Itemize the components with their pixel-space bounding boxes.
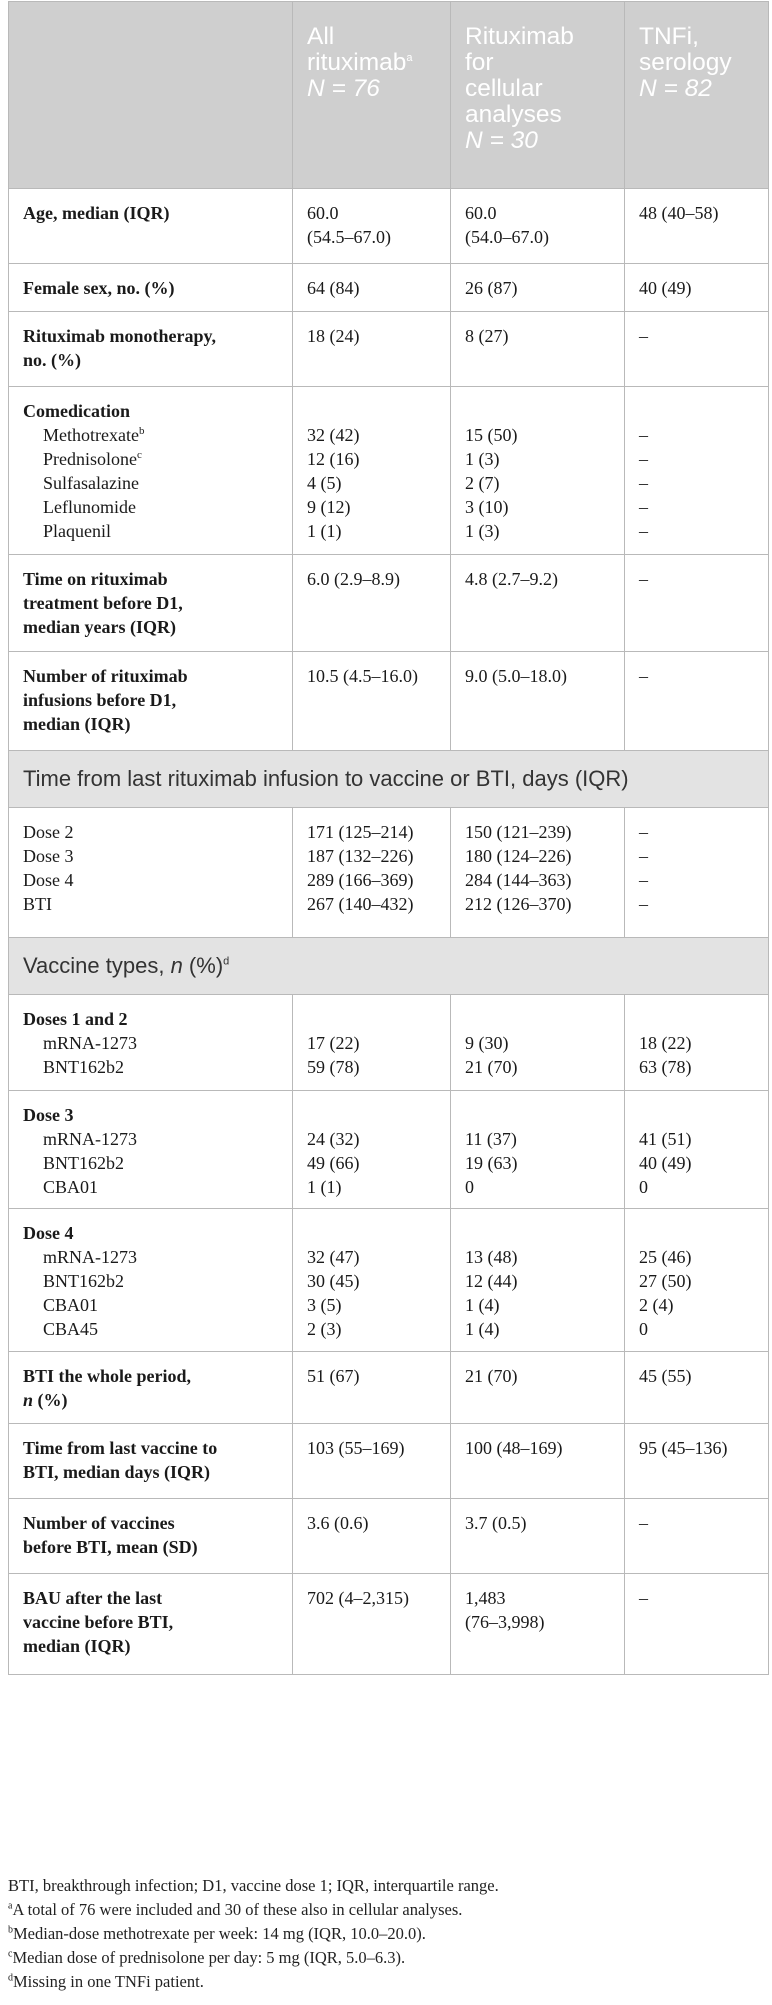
- row-label: Female sex, no. (%): [9, 264, 293, 312]
- cell-value: 3.7 (0.5): [451, 1499, 625, 1574]
- footnote-d: $^d$Missing in one TNFi patient.: [8, 1972, 204, 1991]
- cell-value: 18 (22) 63 (78): [625, 995, 769, 1091]
- row-label: Dose 4 mRNA-1273 BNT162b2 CBA01 CBA45: [9, 1209, 293, 1352]
- row-label: Number of rituximab infusions before D1, median (IQR): [9, 652, 293, 751]
- table-row-time-doses: [9, 808, 769, 938]
- baseline-characteristics-table: [8, 1, 769, 1675]
- row-label: Dose 2 Dose 3 Dose 4 BTI: [9, 808, 293, 938]
- cell-value: 24 (32) 49 (66) 1 (1): [293, 1091, 451, 1209]
- row-label: Doses 1 and 2 mRNA-1273 BNT162b2: [9, 995, 293, 1091]
- row-label: Comedication Methotrexate$^b$ Prednisolone$^c$ Sulfasalazine Leflunomide Plaquenil: [9, 387, 293, 555]
- footnote-b: $^b$Median-dose methotrexate per week: 14 mg (IQR, 10.0–20.0).: [8, 1924, 426, 1943]
- cell-value: 10.5 (4.5–16.0): [293, 652, 451, 751]
- cell-value: 17 (22) 59 (78): [293, 995, 451, 1091]
- footnote-abbreviations: BTI, breakthrough infection; D1, vaccine dose 1; IQR, interquartile range.: [8, 1876, 499, 1895]
- cell-value: 40 (49): [625, 264, 769, 312]
- table-row-age: [9, 189, 769, 264]
- table-row-number-infusions: [9, 652, 769, 751]
- cell-value: 32 (47) 30 (45) 3 (5) 2 (3): [293, 1209, 451, 1352]
- cell-value: 8 (27): [451, 312, 625, 387]
- cell-value: 1,483 (76–3,998): [451, 1574, 625, 1675]
- footnote-c: $^c$Median dose of prednisolone per day: 5 mg (IQR, 5.0–6.3).: [8, 1948, 406, 1967]
- cell-value: 4.8 (2.7–9.2): [451, 555, 625, 652]
- cell-value: –: [625, 1574, 769, 1675]
- cell-value: 25 (46) 27 (50) 2 (4) 0: [625, 1209, 769, 1352]
- footnote-a: $^a$A total of 76 were included and 30 of these also in cellular analyses.: [8, 1900, 463, 1919]
- header-rituximab-cellular: Rituximab for cellular analyses N = 30: [451, 2, 625, 189]
- row-label: BAU after the last vaccine before BTI, median (IQR): [9, 1574, 293, 1675]
- cell-value: 100 (48–169): [451, 1424, 625, 1499]
- cell-value: 702 (4–2,315): [293, 1574, 451, 1675]
- cell-value: 18 (24): [293, 312, 451, 387]
- cell-value: 95 (45–136): [625, 1424, 769, 1499]
- cell-value: 64 (84): [293, 264, 451, 312]
- row-label: BTI the whole period, n (%): [9, 1352, 293, 1424]
- cell-value: –: [625, 555, 769, 652]
- section-header-vaccine-types: Vaccine types, n (%)$^d$: [9, 938, 769, 995]
- cell-value: 150 (121–239) 180 (124–226) 284 (144–363) 212 (126–370): [451, 808, 625, 938]
- cell-value: 11 (37) 19 (63) 0: [451, 1091, 625, 1209]
- table-row-dose-3: [9, 1091, 769, 1209]
- cell-value: 9.0 (5.0–18.0): [451, 652, 625, 751]
- table-row-time-on-rituximab: [9, 555, 769, 652]
- table-row-comedication: [9, 387, 769, 555]
- cell-value: –: [625, 1499, 769, 1574]
- row-label: Rituximab monotherapy, no. (%): [9, 312, 293, 387]
- cell-value: 171 (125–214) 187 (132–226) 289 (166–369) 267 (140–432): [293, 808, 451, 938]
- section-header-time-from-infusion: Time from last rituximab infusion to vaccine or BTI, days (IQR): [9, 751, 769, 808]
- header-empty-cell: [9, 2, 293, 189]
- cell-value: 15 (50) 1 (3) 2 (7) 3 (10) 1 (3): [451, 387, 625, 555]
- cell-value: 13 (48) 12 (44) 1 (4) 1 (4): [451, 1209, 625, 1352]
- row-label: Number of vaccines before BTI, mean (SD): [9, 1499, 293, 1574]
- cell-value: 9 (30) 21 (70): [451, 995, 625, 1091]
- cell-value: 51 (67): [293, 1352, 451, 1424]
- cell-value: 60.0 (54.5–67.0): [293, 189, 451, 264]
- header-tnfi-serology: TNFi, serology N = 82: [625, 2, 769, 189]
- cell-value: 45 (55): [625, 1352, 769, 1424]
- cell-value: – – – – –: [625, 387, 769, 555]
- row-label: Dose 3 mRNA-1273 BNT162b2 CBA01: [9, 1091, 293, 1209]
- cell-value: 60.0 (54.0–67.0): [451, 189, 625, 264]
- table-row-time-vaccine-bti: [9, 1424, 769, 1499]
- cell-value: 41 (51) 40 (49) 0: [625, 1091, 769, 1209]
- table-row-female: [9, 264, 769, 312]
- table-header-row: [9, 2, 769, 189]
- cell-value: 32 (42) 12 (16) 4 (5) 9 (12) 1 (1): [293, 387, 451, 555]
- row-label: Time on rituximab treatment before D1, median years (IQR): [9, 555, 293, 652]
- row-label: Time from last vaccine to BTI, median days (IQR): [9, 1424, 293, 1499]
- cell-value: 3.6 (0.6): [293, 1499, 451, 1574]
- table-row-bti-period: [9, 1352, 769, 1424]
- cell-value: – – – –: [625, 808, 769, 938]
- table-row-bau: [9, 1574, 769, 1675]
- cell-value: –: [625, 312, 769, 387]
- table-row-dose-4: [9, 1209, 769, 1352]
- table-row-num-vaccines: [9, 1499, 769, 1574]
- row-label: Age, median (IQR): [9, 189, 293, 264]
- header-all-rituximab: All rituximab$^a$ N = 76: [293, 2, 451, 189]
- cell-value: –: [625, 652, 769, 751]
- cell-value: 48 (40–58): [625, 189, 769, 264]
- cell-value: 103 (55–169): [293, 1424, 451, 1499]
- cell-value: 26 (87): [451, 264, 625, 312]
- table-row-doses-1-2: [9, 995, 769, 1091]
- cell-value: 21 (70): [451, 1352, 625, 1424]
- table-row-monotherapy: [9, 312, 769, 387]
- cell-value: 6.0 (2.9–8.9): [293, 555, 451, 652]
